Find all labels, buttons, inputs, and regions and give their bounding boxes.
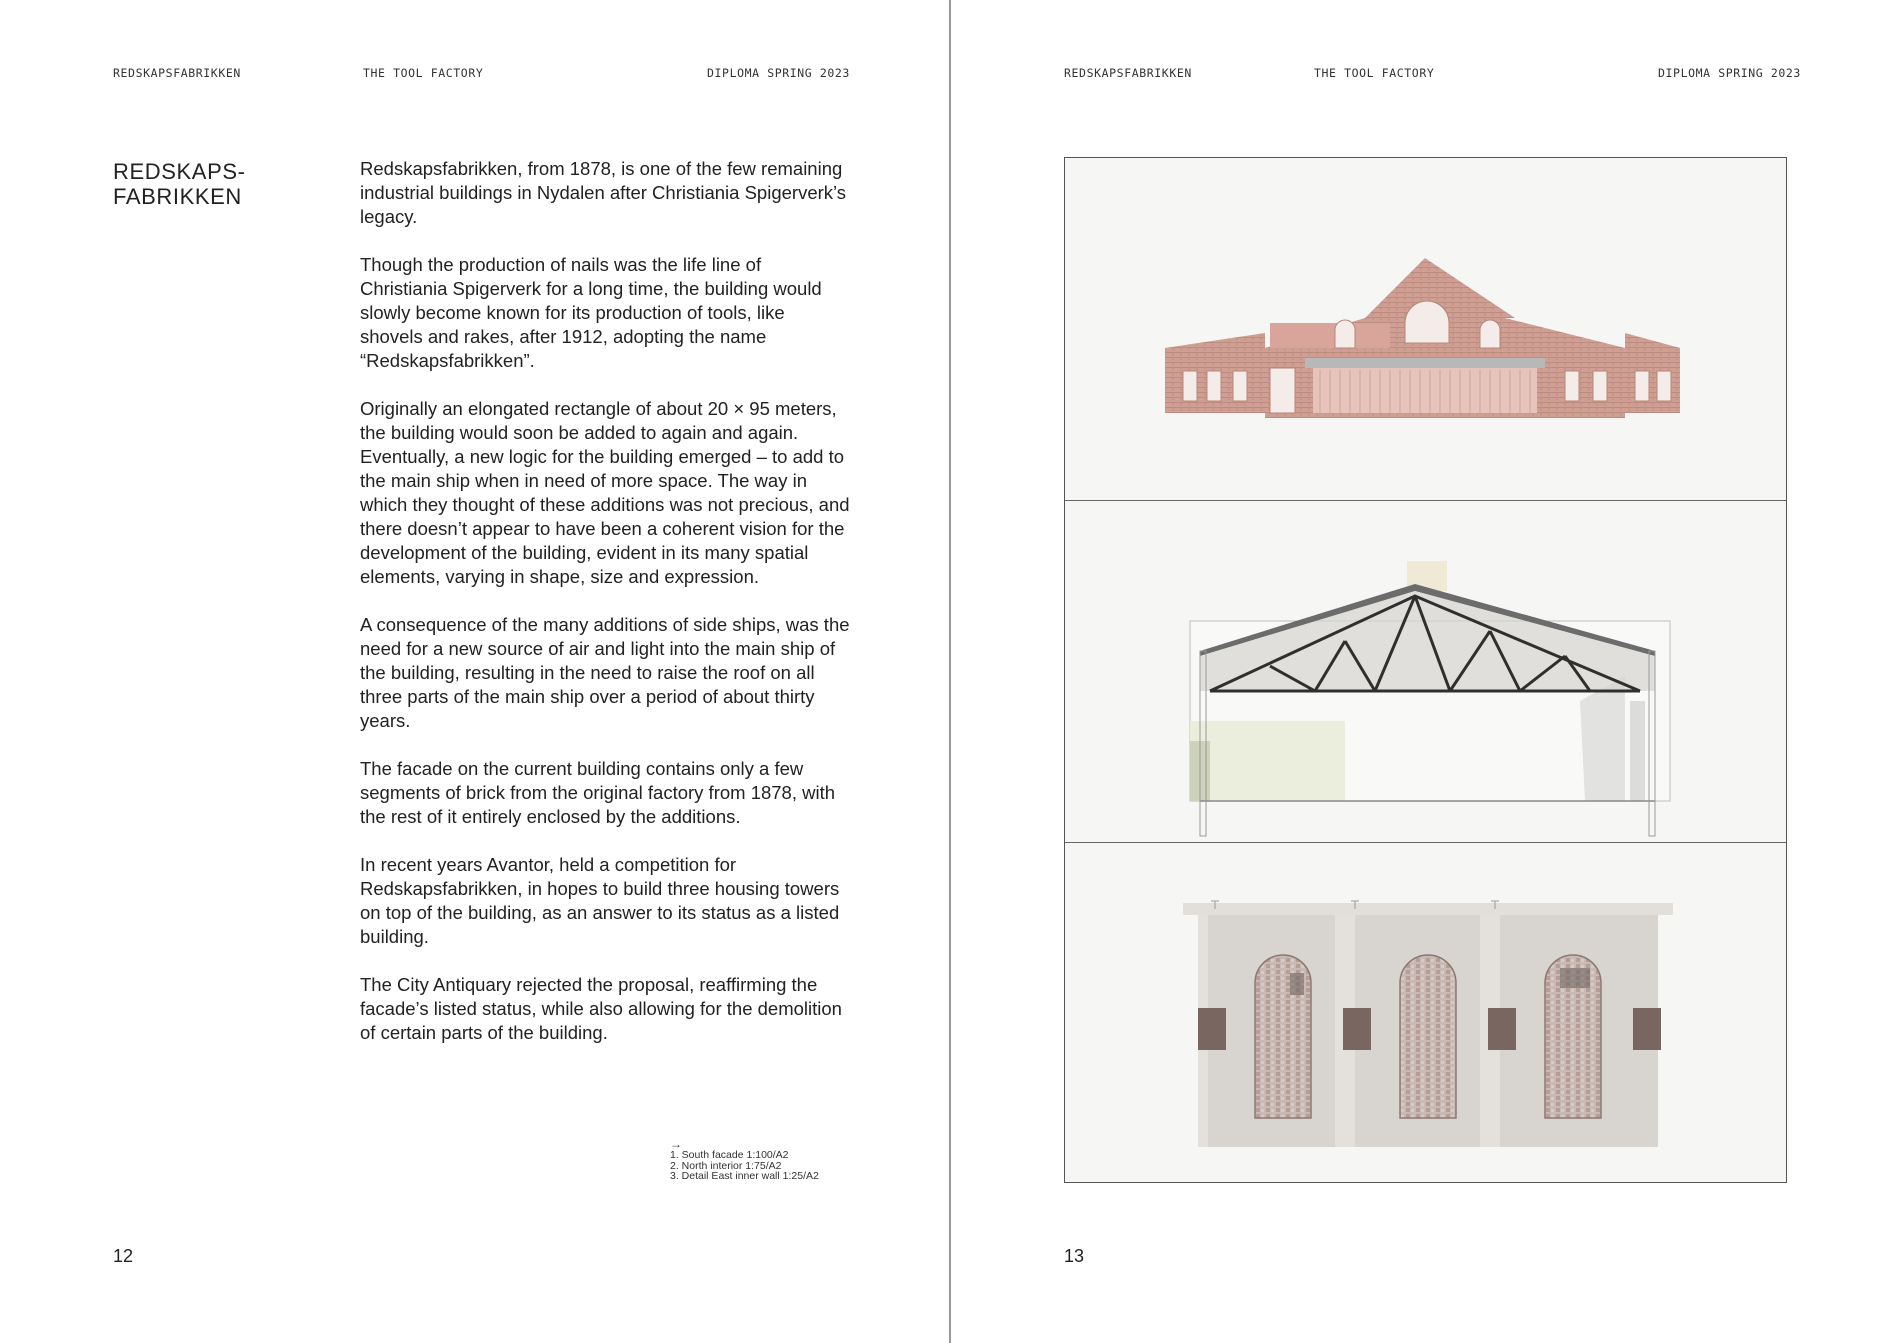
caption-3: 3. Detail East inner wall 1:25/A2 [670,1170,819,1182]
heading-line-1: REDSKAPS- [113,159,246,184]
facade-canopy [1305,358,1545,368]
header-center: THE TOOL FACTORY [1314,66,1435,80]
page-number-left: 12 [113,1246,134,1266]
drawings-frame [1064,157,1787,1183]
arrow-icon: → [670,1137,682,1151]
page-number-right: 13 [1064,1246,1085,1266]
header-left: REDSKAPSFABRIKKEN [113,66,241,80]
left-page [0,0,949,1343]
heading-line-2: FABRIKKEN [113,184,242,209]
caption-2: 2. North interior 1:75/A2 [670,1159,782,1172]
caption-1: 1. South facade 1:100/A2 [670,1149,789,1161]
north-interior-drawing [1065,500,1786,842]
paragraph: A consequence of the many additions of side ships, was the need for a new source of air and light into the main ship of the building, resulting in the need to raise the roof on all three parts of the main ship over a period of about thirty years. [360,614,850,731]
body-text [360,157,850,1069]
header-left: REDSKAPSFABRIKKEN [1064,66,1192,80]
header-center: THE TOOL FACTORY [363,66,484,80]
figure-captions [670,1138,819,1182]
arched-windows [1255,955,1601,1118]
section-heading [113,159,246,209]
south-facade-drawing [1065,158,1786,500]
header-right: DIPLOMA SPRING 2023 [1658,66,1801,80]
header-right: DIPLOMA SPRING 2023 [707,66,850,80]
paragraph: Though the production of nails was the life line of Christiania Spigerverk for a long time, the building would slowly become known for its production of tools, like shovels and rakes, after 1912, adopting the name “Redskapsfabrikken”. [360,254,822,371]
paragraph: Originally an elongated rectangle of about 20 × 95 meters, the building would soon be added to again and again. Eventually, a new logic for the building emerged – to add to the main ship when in need of more space. The way in which they thought of these additions was not precious, and there doesn’t appear to have been a coherent vision for the development of the building, evident in its many spatial elements, varying in shape, size and expression. [360,398,850,587]
east-wall-detail-drawing [1065,842,1786,1184]
paragraph: Redskapsfabrikken, from 1878, is one of the few remaining industrial buildings in Nydalen after Christiania Spigerverk’s legacy. [360,158,847,227]
paragraph: The facade on the current building contains only a few segments of brick from the original factory from 1878, with the rest of it entirely enclosed by the additions. [360,758,836,827]
paragraph: In recent years Avantor, held a competition for Redskapsfabrikken, in hopes to build three housing towers on top of the building, as an answer to its status as a listed building. [360,854,840,947]
right-page [951,0,1900,1343]
paragraph: The City Antiquary rejected the proposal, reaffirming the facade’s listed status, while also allowing for the demolition of certain parts of the building. [360,974,842,1043]
